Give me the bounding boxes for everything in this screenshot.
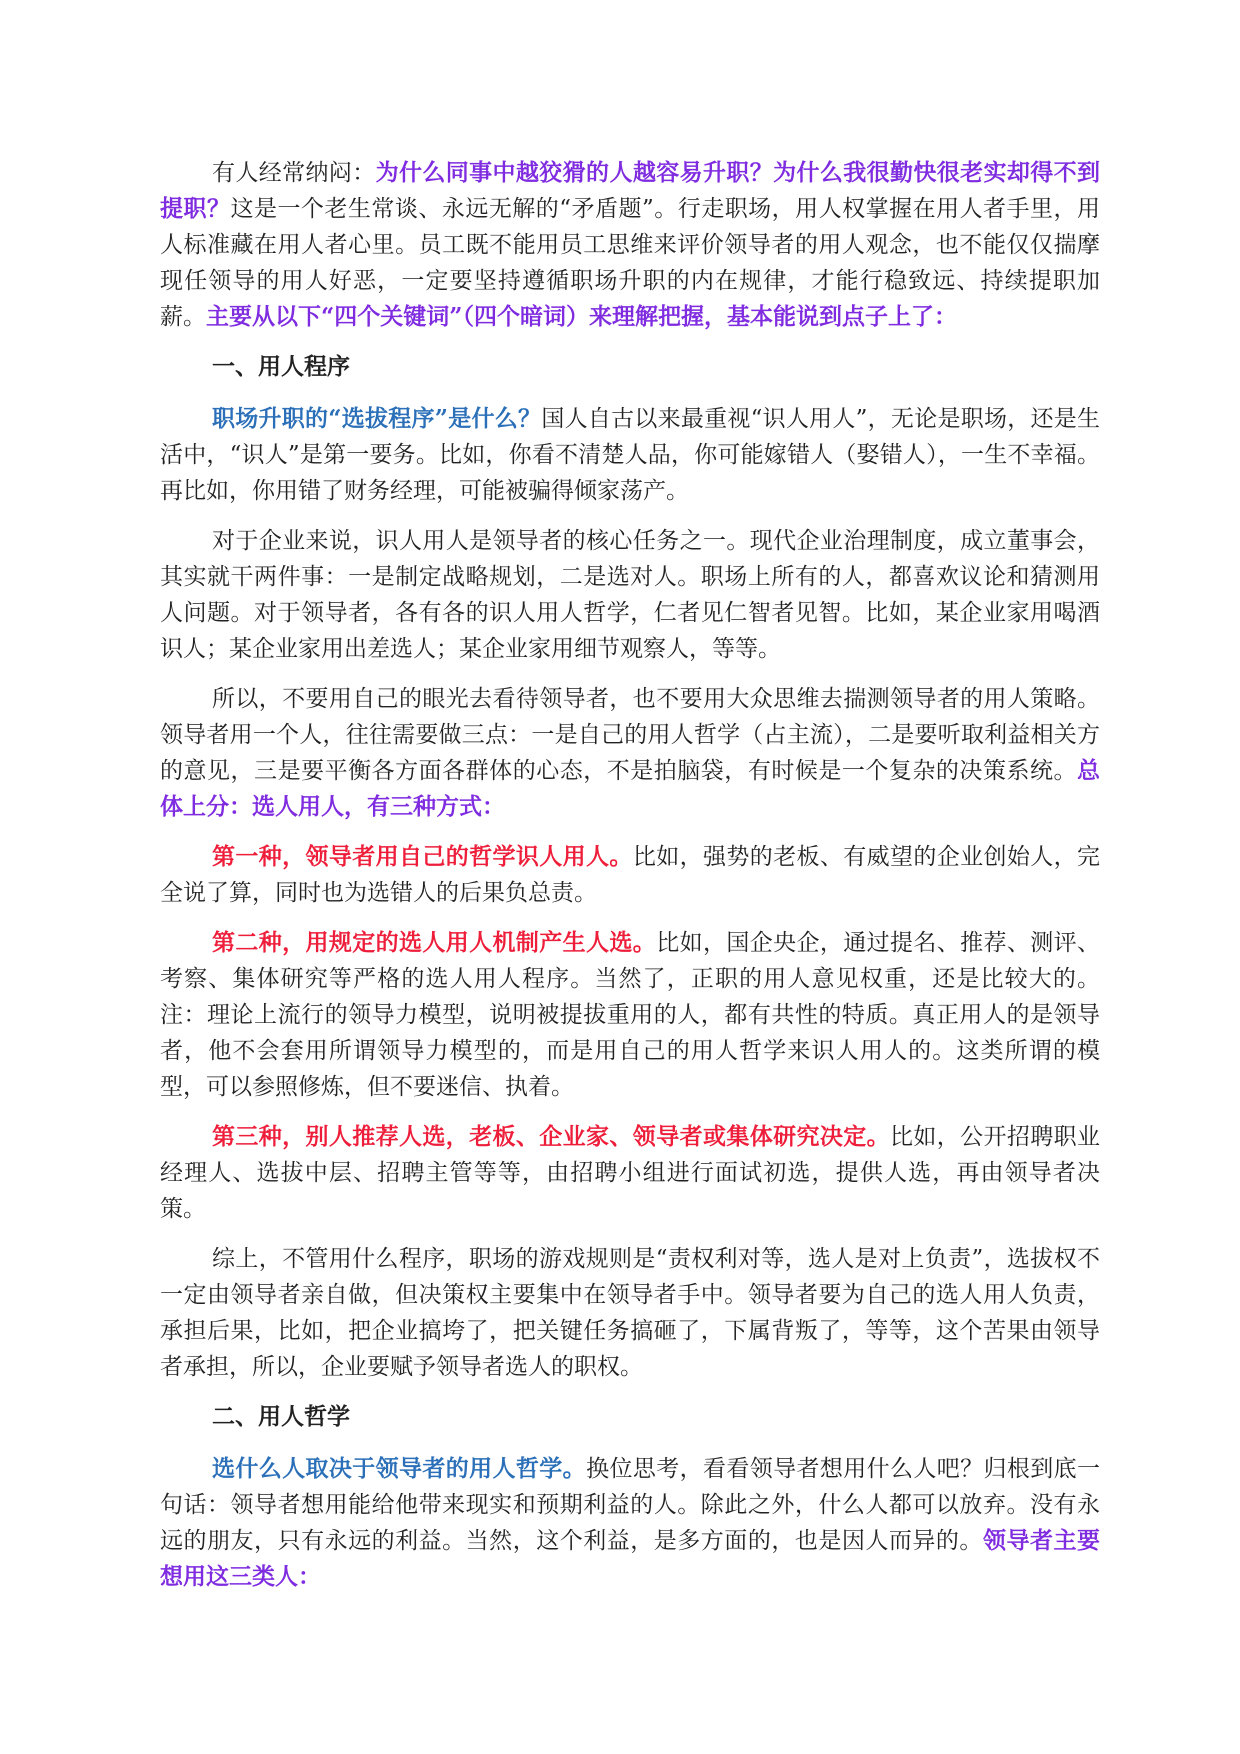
emphasis-text: 为什么同事中越狡猾的人越容易升职？为什么我很勤快很老实却得不到提职？ <box>160 159 1101 222</box>
section-2-heading <box>160 1399 1100 1435</box>
selection-procedure-paragraph <box>160 401 1100 509</box>
way-2-paragraph <box>160 925 1100 1105</box>
body-text: 比如，国企央企，通过提名、推荐、测评、考察、集体研究等严格的选人用人程序。当然了，正职的用人意见权重，还是比较大的。注：理论上流行的领导力模型，说明被提拔重用的人，都有共性的特质。真正用人的是领导者，他不会套用所谓领导力模型的，而是用自己的用人哲学来识人用人的。这类所谓的模型，可以参照修炼，但不要迷信、执着。 <box>160 930 1101 1100</box>
document-body <box>160 155 1100 1609</box>
section-1-heading <box>160 349 1100 385</box>
body-text: 综上，不管用什么程序，职场的游戏规则是“责权利对等，选人是对上负责”，选拔权不一定由领导者亲自做，但决策权主要集中在领导者手中。领导者要为自己的选人用人负责，承担后果，比如，把企业搞垮了，把关键任务搞砸了，下属背叛了，等等，这个苦果由领导者承担，所以，企业要赋予领导者选人的职权。 <box>160 1246 1100 1380</box>
emphasis-text: 第一种，领导者用自己的哲学识人用人。 <box>212 843 633 870</box>
body-text: 比如，强势的老板、有威望的企业创始人，完全说了算，同时也为选错人的后果负总责。 <box>160 844 1101 906</box>
three-ways-paragraph <box>160 681 1100 825</box>
emphasis-text: 职场升职的“选拔程序”是什么？ <box>212 405 542 432</box>
body-text: 二、用人哲学 <box>212 1403 350 1430</box>
emphasis-text: 第二种，用规定的选人用人机制产生人选。 <box>212 929 657 956</box>
emphasis-text: 总体上分：选人用人，有三种方式： <box>160 757 1100 820</box>
body-text: 有人经常纳闷： <box>212 160 376 186</box>
body-text: 对于企业来说，识人用人是领导者的核心任务之一。现代企业治理制度，成立董事会，其实就干两件事：一是制定战略规划，二是选对人。职场上所有的人，都喜欢议论和猜测用人问题。对于领导者，各有各的识人用人哲学，仁者见仁智者见智。比如，某企业家用喝酒识人；某企业家用出差选人；某企业家用细节观察人，等等。 <box>160 528 1100 662</box>
emphasis-text: 选什么人取决于领导者的用人哲学。 <box>212 1455 587 1482</box>
emphasis-text: 主要从以下“四个关键词”（四个暗词）来理解把握，基本能说到点子上了： <box>206 303 957 330</box>
summary-paragraph <box>160 1241 1100 1385</box>
body-text: 一、用人程序 <box>212 353 350 380</box>
intro-paragraph <box>160 155 1100 335</box>
philosophy-paragraph <box>160 1451 1100 1595</box>
way-1-paragraph <box>160 839 1100 911</box>
body-text: 比如，公开招聘职业经理人、选拔中层、招聘主管等等，由招聘小组进行面试初选，提供人选，再由领导者决策。 <box>160 1124 1101 1222</box>
emphasis-text: 领导者主要想用这三类人： <box>160 1527 1101 1590</box>
body-text: 换位思考，看看领导者想用什么人吧？归根到底一句话：领导者想用能给他带来现实和预期利益的人。除此之外，什么人都可以放弃。没有永远的朋友，只有永远的利益。当然，这个利益，是多方面的，也是因人而异的。 <box>160 1456 1101 1554</box>
emphasis-text: 第三种，别人推荐人选，老板、企业家、领导者或集体研究决定。 <box>212 1123 890 1150</box>
body-text: 国人自古以来最重视“识人用人”，无论是职场，还是生活中，“识人”是第一要务。比如，你看不清楚人品，你可能嫁错人（娶错人），一生不幸福。再比如，你用错了财务经理，可能被骗得倾家荡产。 <box>160 406 1100 504</box>
body-text: 这是一个老生常谈、永远无解的“矛盾题”。行走职场，用人权掌握在用人者手里，用人标准藏在用人者心里。员工既不能用员工思维来评价领导者的用人观念，也不能仅仅揣摩现任领导的用人好恶，一定要坚持遵循职场升职的内在规律，才能行稳致远、持续提职加薪。 <box>160 196 1100 330</box>
body-text: 所以，不要用自己的眼光去看待领导者，也不要用大众思维去揣测领导者的用人策略。领导者用一个人，往往需要做三点：一是自己的用人哲学（占主流），二是要听取利益相关方的意见，三是要平衡各方面各群体的心态，不是拍脑袋，有时候是一个复杂的决策系统。 <box>160 686 1100 784</box>
way-3-paragraph <box>160 1119 1100 1227</box>
enterprise-paragraph <box>160 523 1100 667</box>
